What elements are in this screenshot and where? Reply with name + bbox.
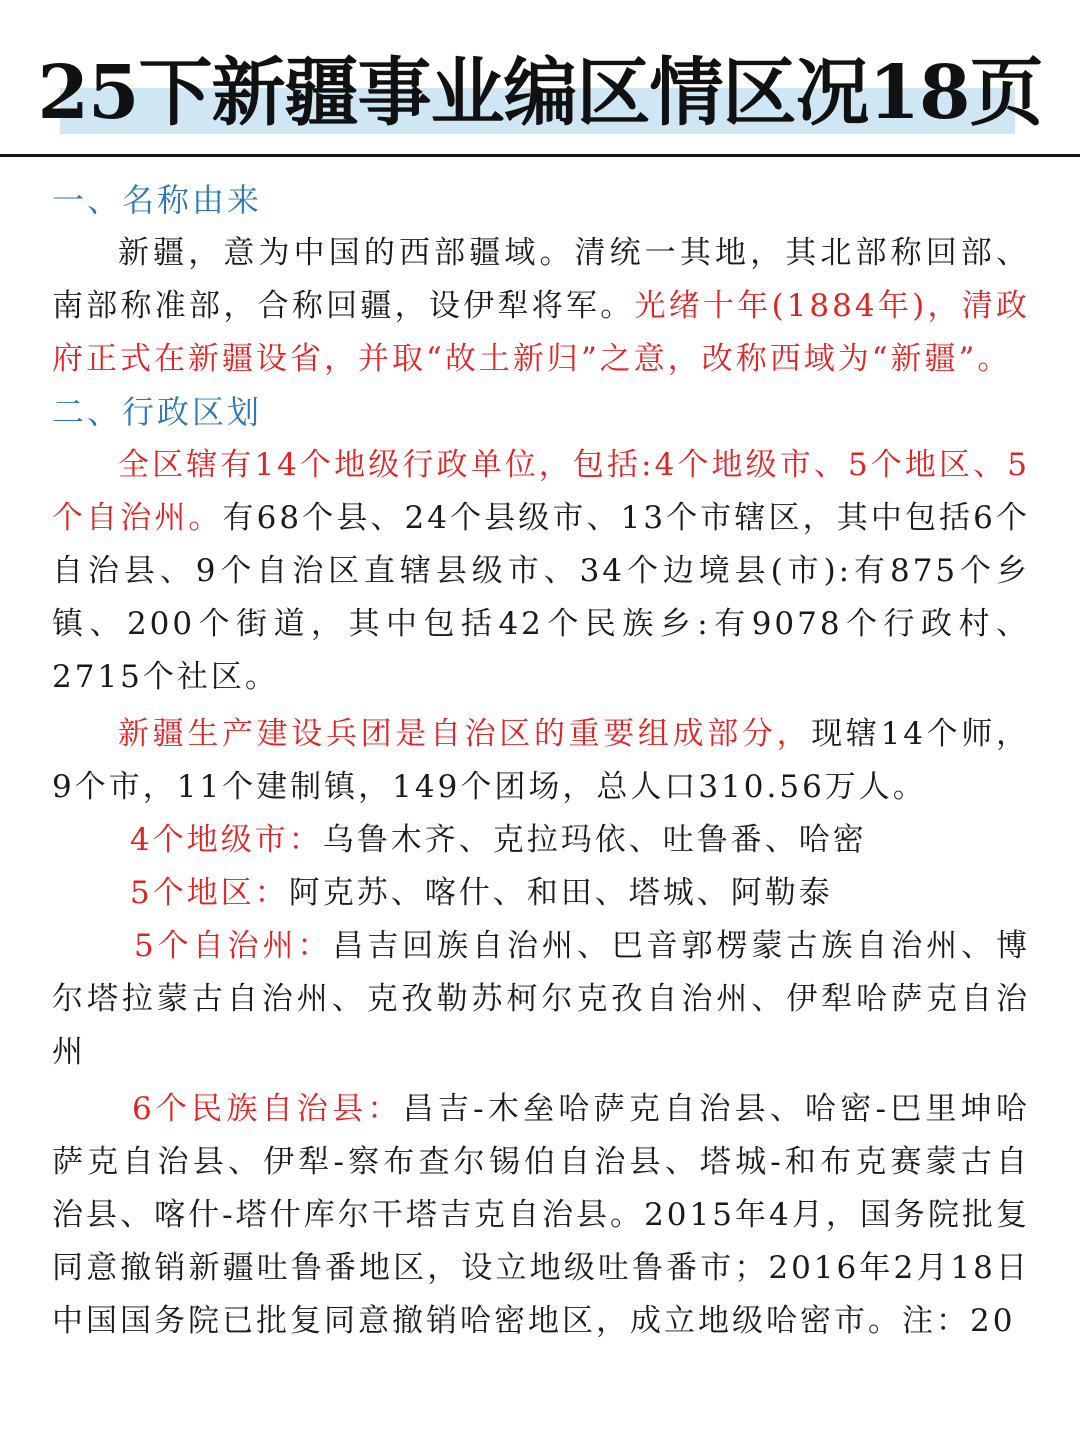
corps-emphasis: 新疆生产建设兵团是自治区的重要组成部分， <box>118 716 812 752</box>
corps-text: 现辖14个师，9个市，11个建制镇，149个团场，总人口310.56万人。 <box>52 716 1031 805</box>
page-title: 25下新疆事业编区情区况18页 <box>37 50 1043 136</box>
autonomous-prefectures-label: 5个自治州： <box>134 928 333 964</box>
prefectures-text: 阿克苏、喀什、和田、塔城、阿勒泰 <box>288 875 833 911</box>
name-origin-emphasis: 光绪十年(1884年)，清政府正式在新疆设省，并取“故土新归”之意，改称西域为“新疆”。 <box>52 288 1030 377</box>
document-body <box>52 174 1030 1348</box>
cities-label: 4个地级市： <box>130 822 323 858</box>
admin-division-paragraph <box>52 439 1030 704</box>
section-heading-administrative-division: 二、行政区划 <box>52 393 263 431</box>
prefectures-label: 5个地区： <box>130 875 289 911</box>
autonomous-prefectures-text: 昌吉回族自治州、巴音郭楞蒙古族自治州、博尔塔拉蒙古自治州、克孜勒苏柯尔克孜自治州、伊犁哈萨克自治州 <box>52 928 1030 1070</box>
autonomous-counties-text: 昌吉-木垒哈萨克自治县、哈密-巴里坤哈萨克自治县、伊犁-察布查尔锡伯自治县、塔城-和布克赛蒙古自治县、喀什-塔什库尔干塔吉克自治县。2015年4月，国务院批复同意撤销新疆吐鲁番地区，设立地级吐鲁番市；2016年2月18日中国国务院已批复同意撤销哈密地区，成立地级哈密市。注：20 <box>52 1091 1030 1339</box>
prefectures-line <box>52 867 1030 920</box>
title-banner <box>0 0 1080 158</box>
section-heading-name-origin: 一、名称由来 <box>52 181 263 219</box>
autonomous-counties-label: 6个民族自治县： <box>132 1091 403 1127</box>
autonomous-counties-paragraph <box>52 1083 1030 1348</box>
autonomous-prefectures-paragraph <box>52 920 1030 1079</box>
name-origin-text: 新疆，意为中国的西部疆域。清统一其地，其北部称回部、南部称准部，合称回疆，设伊犁将军。 <box>52 235 1030 324</box>
corps-paragraph <box>52 708 1030 814</box>
title-divider <box>0 154 1080 157</box>
name-origin-paragraph <box>52 227 1030 386</box>
admin-division-text: 有68个县、24个县级市、13个市辖区，其中包括6个自治县、9个自治区直辖县级市、34个边境县(市):有875个乡镇、200个街道，其中包括42个民族乡:有9078个行政村、2715个社区。 <box>52 500 1031 695</box>
cities-text: 乌鲁木齐、克拉玛依、吐鲁番、哈密 <box>322 822 867 858</box>
admin-division-emphasis: 全区辖有14个地级行政单位，包括:4个地级市、5个地区、5个自治州。 <box>52 447 1030 536</box>
cities-line <box>52 814 1030 867</box>
